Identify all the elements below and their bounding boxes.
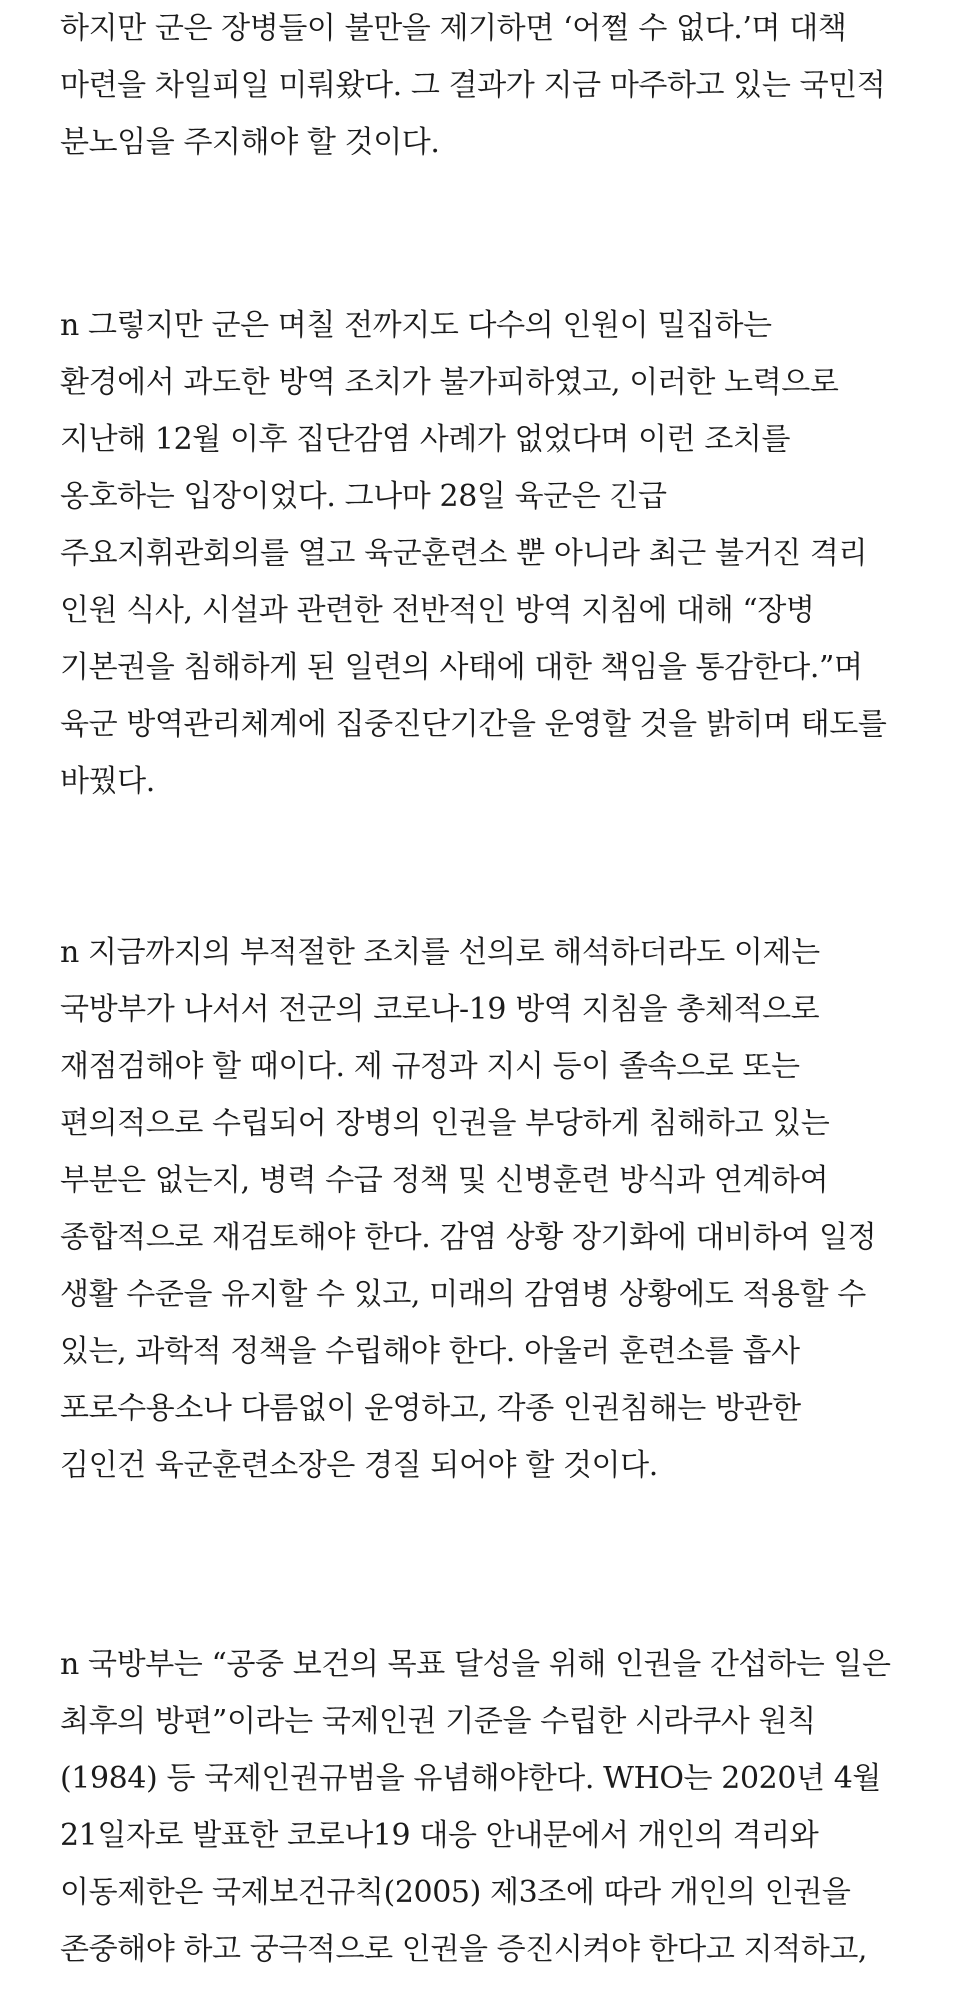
text-line: 재점검해야 할 때이다. 제 규정과 지시 등이 졸속으로 또는 [60,1049,800,1084]
paragraph-3 [60,924,965,1494]
text-line: 옹호하는 입장이었다. 그나마 28일 육군은 긴급 [60,479,667,514]
text-line: 생활 수준을 유지할 수 있고, 미래의 감염병 상황에도 적용할 수 [60,1277,866,1312]
text-line: n 그렇지만 군은 며칠 전까지도 다수의 인원이 밀집하는 [60,308,772,343]
text-line: 분노임을 주지해야 할 것이다. [60,125,440,160]
text-line: 21일자로 발표한 코로나19 대응 안내문에서 개인의 격리와 [60,1818,819,1853]
text-line: 부분은 없는지, 병력 수급 정책 및 신병훈련 방식과 연계하여 [60,1163,829,1198]
text-line: 편의적으로 수립되어 장병의 인권을 부당하게 침해하고 있는 [60,1106,830,1141]
text-line: 종합적으로 재검토해야 한다. 감염 상황 장기화에 대비하여 일정 [60,1220,877,1255]
text-line: n 지금까지의 부적절한 조치를 선의로 해석하더라도 이제는 [60,935,820,970]
text-line: 주요지휘관회의를 열고 육군훈련소 뿐 아니라 최근 불거진 격리 [60,536,868,571]
text-line: 지난해 12월 이후 집단감염 사례가 없었다며 이런 조치를 [60,422,791,457]
text-line: 육군 방역관리체계에 집중진단기간을 운영할 것을 밝히며 태도를 [60,707,887,742]
text-line: 환경에서 과도한 방역 조치가 불가피하였고, 이러한 노력으로 [60,365,839,400]
text-line: 인원 식사, 시설과 관련한 전반적인 방역 지침에 대해 “장병 [60,593,815,628]
text-line: 최후의 방편”이라는 국제인권 기준을 수립한 시라쿠사 원칙 [60,1704,816,1739]
text-line: 이동제한은 국제보건규칙(2005) 제3조에 따라 개인의 인권을 [60,1875,851,1910]
text-line: 마련을 차일피일 미뤄왔다. 그 결과가 지금 마주하고 있는 국민적 [60,68,886,103]
text-line: 있는, 과학적 정책을 수립해야 한다. 아울러 훈련소를 흡사 [60,1334,800,1369]
paragraph-2 [60,297,965,810]
text-line: 바꿨다. [60,764,155,799]
text-line: 포로수용소나 다름없이 운영하고, 각종 인권침해는 방관한 [60,1391,801,1426]
text-line: 김인건 육군훈련소장은 경질 되어야 할 것이다. [60,1448,658,1483]
text-line: n 국방부는 “공중 보건의 목표 달성을 위해 인권을 간섭하는 일은 [60,1647,891,1682]
text-line: (1984) 등 국제인권규범을 유념해야한다. WHO는 2020년 4월 [60,1761,881,1796]
paragraph-4 [60,1636,965,1978]
text-line: 국방부가 나서서 전군의 코로나-19 방역 지침을 총체적으로 [60,992,820,1027]
text-line: 존중해야 하고 궁극적으로 인권을 증진시켜야 한다고 지적하고, [60,1932,868,1967]
text-line: 기본권을 침해하게 된 일련의 사태에 대한 책임을 통감한다.”며 [60,650,863,685]
paragraph-1 [60,0,965,171]
text-line: 하지만 군은 장병들이 불만을 제기하면 ‘어쩔 수 없다.’며 대책 [60,11,847,46]
